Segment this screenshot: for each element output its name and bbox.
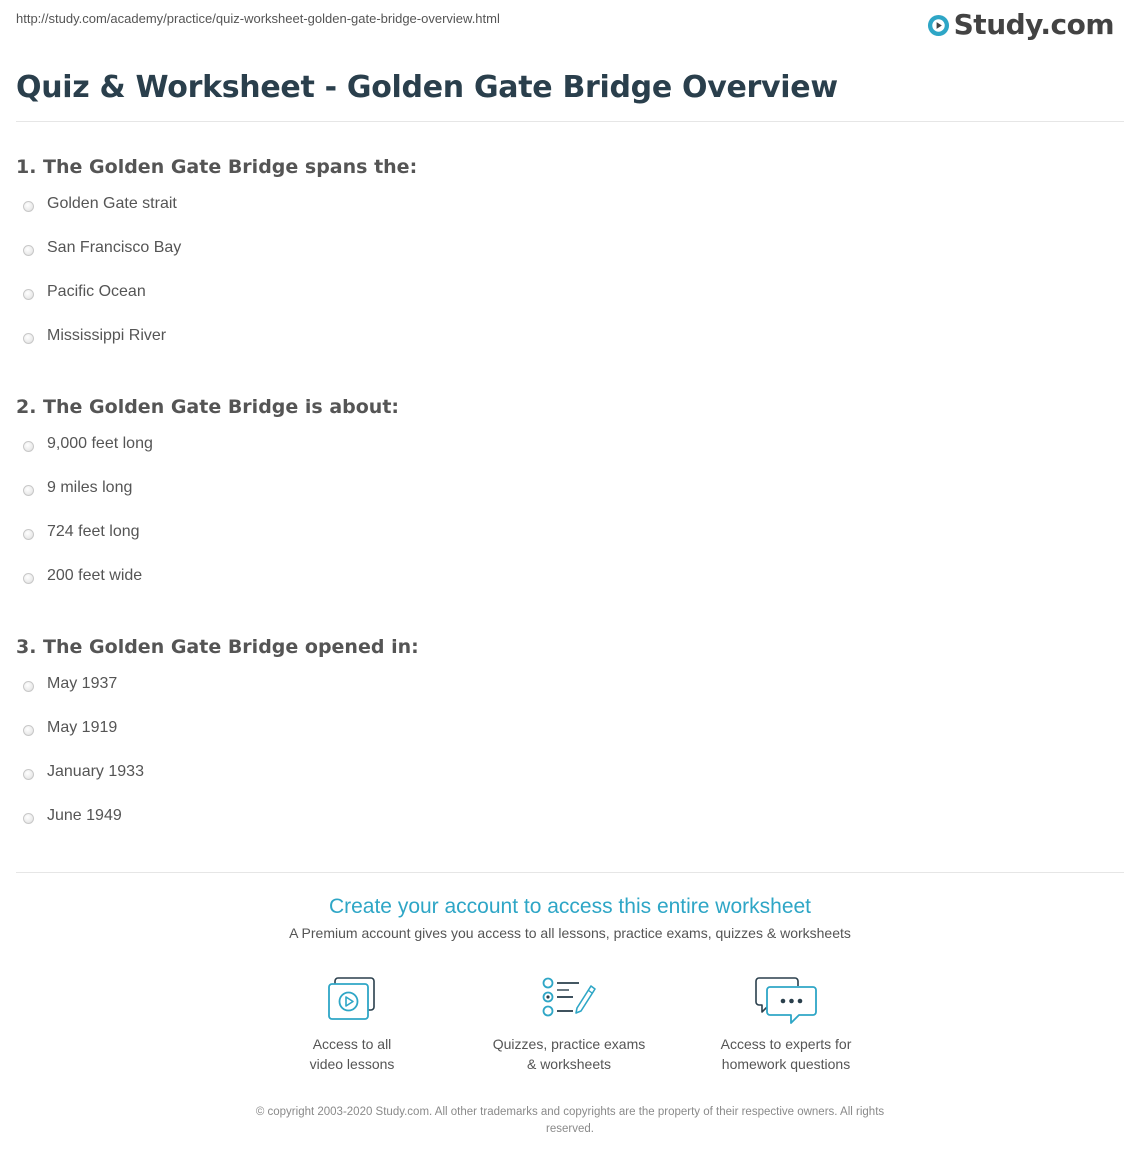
feature-label-line: Quizzes, practice exams xyxy=(492,1036,646,1052)
copyright-line: © copyright 2003-2020 Study.com. All other trademarks and copyrights are the property of their respective owners. All rights xyxy=(255,1106,885,1118)
answer-label[interactable]: 9 miles long xyxy=(47,479,133,496)
answer-option[interactable] xyxy=(16,329,1116,373)
radio-button[interactable] xyxy=(23,289,34,300)
answer-option[interactable] xyxy=(16,809,1116,853)
answer-options xyxy=(16,437,1116,613)
radio-button[interactable] xyxy=(23,485,34,496)
answer-label[interactable]: May 1937 xyxy=(47,675,118,692)
radio-button[interactable] xyxy=(23,769,34,780)
copyright-footer xyxy=(210,1104,930,1138)
study-logo[interactable] xyxy=(927,6,1114,42)
answer-label[interactable]: 724 feet long xyxy=(47,523,140,540)
logo-text: Study.com xyxy=(953,7,1114,41)
answer-option[interactable] xyxy=(16,765,1116,809)
premium-description: A Premium account gives you access to all lessons, practice exams, quizzes & worksheets xyxy=(289,925,851,941)
question-text: 1. The Golden Gate Bridge spans the: xyxy=(16,156,418,178)
answer-label[interactable]: Golden Gate strait xyxy=(47,195,177,212)
radio-button[interactable] xyxy=(23,441,34,452)
answer-label[interactable]: May 1919 xyxy=(47,719,118,736)
chat-bubbles-icon xyxy=(753,976,819,1028)
answer-label[interactable]: January 1933 xyxy=(47,763,144,780)
question-text: 2. The Golden Gate Bridge is about: xyxy=(16,396,400,418)
radio-button[interactable] xyxy=(23,725,34,736)
video-lessons-icon xyxy=(326,976,378,1022)
answer-label[interactable]: 9,000 feet long xyxy=(47,435,153,452)
question-text: 3. The Golden Gate Bridge opened in: xyxy=(16,636,419,658)
radio-button[interactable] xyxy=(23,245,34,256)
quiz-checklist-icon xyxy=(541,976,597,1022)
answer-option[interactable] xyxy=(16,285,1116,329)
question-1 xyxy=(16,154,1116,373)
radio-button[interactable] xyxy=(23,333,34,344)
feature-video-lessons xyxy=(252,976,452,1074)
feature-label-line: Access to experts for xyxy=(720,1036,852,1052)
answer-option[interactable] xyxy=(16,437,1116,481)
answer-label[interactable]: Mississippi River xyxy=(47,327,167,344)
radio-button[interactable] xyxy=(23,201,34,212)
answer-option[interactable] xyxy=(16,197,1116,241)
create-account-link[interactable]: Create your account to access this entire worksheet xyxy=(328,895,812,918)
answer-label[interactable]: June 1949 xyxy=(47,807,122,824)
answer-label[interactable]: San Francisco Bay xyxy=(47,239,182,256)
feature-label-line: & worksheets xyxy=(526,1056,612,1072)
radio-button[interactable] xyxy=(23,813,34,824)
feature-label xyxy=(252,1034,452,1074)
radio-button[interactable] xyxy=(23,529,34,540)
answer-option[interactable] xyxy=(16,677,1116,721)
radio-button[interactable] xyxy=(23,573,34,584)
feature-quizzes xyxy=(469,976,669,1074)
cta-divider xyxy=(16,872,1124,873)
feature-experts xyxy=(686,976,886,1074)
answer-option[interactable] xyxy=(16,569,1116,613)
page-url: http://study.com/academy/practice/quiz-worksheet-golden-gate-bridge-overview.html xyxy=(16,11,500,26)
page-title: Quiz & Worksheet - Golden Gate Bridge Overview xyxy=(16,70,838,105)
answer-label[interactable]: 200 feet wide xyxy=(47,567,143,584)
answer-options xyxy=(16,197,1116,373)
copyright-line: reserved. xyxy=(546,1123,594,1135)
play-circle-icon xyxy=(927,14,950,37)
feature-label xyxy=(686,1034,886,1074)
answer-options xyxy=(16,677,1116,853)
radio-button[interactable] xyxy=(23,681,34,692)
answer-option[interactable] xyxy=(16,481,1116,525)
answer-option[interactable] xyxy=(16,721,1116,765)
feature-label-line: video lessons xyxy=(309,1056,395,1072)
feature-label-line: Access to all xyxy=(312,1036,392,1052)
question-2 xyxy=(16,394,1116,613)
question-3 xyxy=(16,634,1116,853)
answer-option[interactable] xyxy=(16,241,1116,285)
answer-option[interactable] xyxy=(16,525,1116,569)
title-divider xyxy=(16,121,1124,122)
answer-label[interactable]: Pacific Ocean xyxy=(47,283,146,300)
feature-label xyxy=(469,1034,669,1074)
feature-label-line: homework questions xyxy=(721,1056,851,1072)
